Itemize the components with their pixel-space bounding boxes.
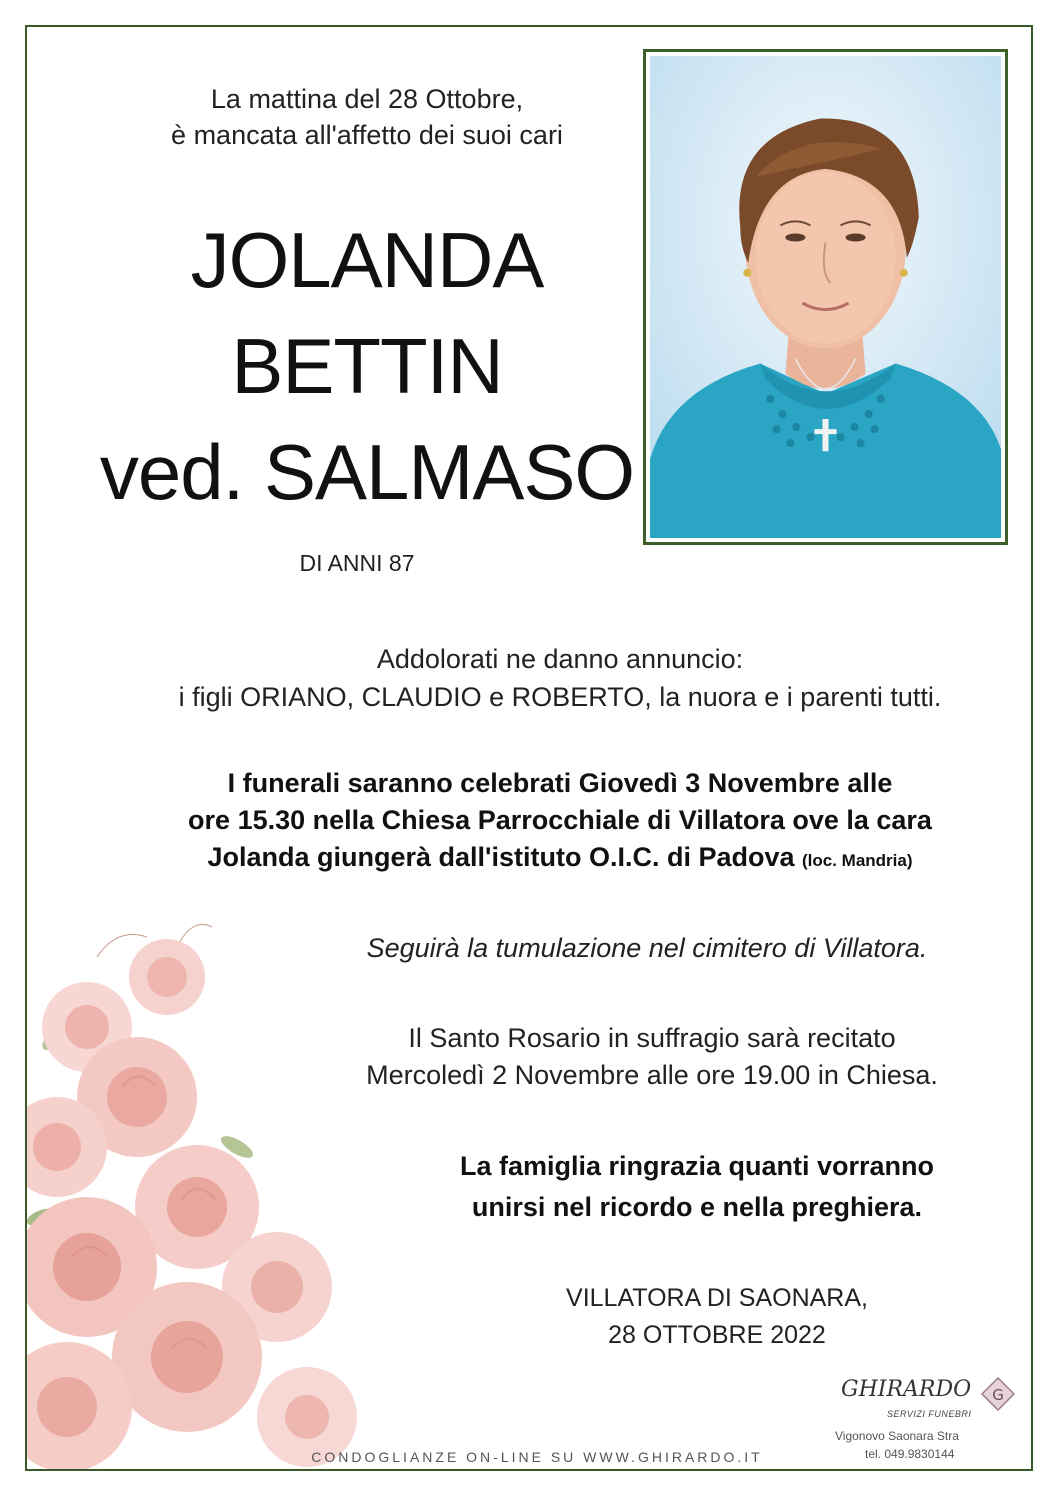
logo-towns: Vigonovo Saonara Stra [835,1429,959,1443]
logo-name: GHIRARDO [841,1377,972,1402]
funeral-line-3: Jolanda giungerà dall'istituto O.I.C. di Padova [207,842,795,872]
intro-line-1: La mattina del 28 Ottobre, [210,84,524,114]
logo-diamond-icon [981,1377,1015,1411]
last-name: BETTIN [231,322,503,410]
intro-text [87,81,647,153]
rosary-line-1: Il Santo Rosario in suffragio sarà recitato [408,1023,896,1053]
logo-mark-letter: G [992,1386,1004,1404]
logo-subtitle: SERVIZI FUNEBRI [887,1409,972,1419]
rosary-note [287,1020,1017,1094]
funeral-location-note: (loc. Mandria) [802,851,913,870]
thanks-line-1: La famiglia ringrazia quanti vorranno [459,1151,935,1181]
announcement [107,640,1013,716]
date-label: 28 OTTOBRE 2022 [608,1321,826,1349]
family-thanks [407,1146,987,1228]
funeral-home-logo [835,1377,1025,1467]
online-condolences: CONDOGLIANZE ON-LINE SU WWW.GHIRARDO.IT [311,1449,763,1465]
age-label: DI ANNI 87 [299,550,415,576]
roses-illustration [27,917,367,1471]
intro-line-2: è mancata all'affetto dei suoi cari [171,120,563,150]
funeral-line-3-wrap [87,839,1033,879]
logo-phone: tel. 049.9830144 [865,1447,955,1461]
portrait-frame [643,49,1008,545]
portrait-illustration [650,56,1001,538]
roses-decoration [27,917,367,1471]
announcement-line-2: i figli ORIANO, CLAUDIO e ROBERTO, la nuora e i parenti tutti. [178,682,942,712]
rosary-line-2: Mercoledì 2 Novembre alle ore 19.00 in Chiesa. [366,1060,938,1090]
married-name: ved. SALMASO [99,428,635,516]
funeral-line-2: ore 15.30 nella Chiesa Parrocchiale di Villatora ove la cara [188,805,932,835]
portrait-photo [650,56,1001,538]
burial-note: Seguirà la tumulazione nel cimitero di Villatora. [366,933,928,963]
funeral-details [87,765,1033,879]
place-label: VILLATORA DI SAONARA, [566,1284,868,1312]
thanks-line-2: unirsi nel ricordo e nella preghiera. [471,1192,923,1222]
notice-frame [25,25,1033,1471]
place-date [527,1280,907,1354]
announcement-line-1: Addolorati ne danno annuncio: [376,644,744,674]
funeral-line-1: I funerali saranno celebrati Giovedì 3 Novembre alle [227,768,893,798]
first-name: JOLANDA [190,216,544,304]
